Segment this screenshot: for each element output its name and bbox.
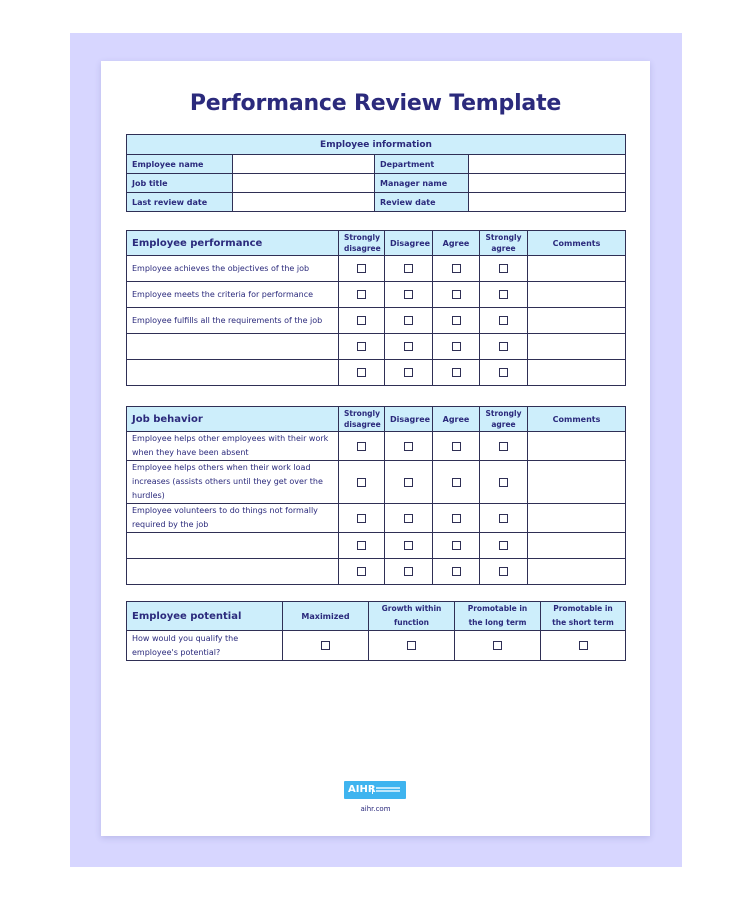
statement-text: Employee helps others when their work load increases (assists others until they get over the hurdles) xyxy=(127,461,339,504)
col-strongly-disagree: Strongly disagree xyxy=(339,231,385,256)
checkbox[interactable] xyxy=(499,316,508,325)
table-row xyxy=(127,631,626,661)
statement-text: Employee meets the criteria for performance xyxy=(127,282,339,308)
job-title-field[interactable] xyxy=(233,174,375,193)
col-disagree: Disagree xyxy=(385,407,433,432)
checkbox[interactable] xyxy=(357,514,366,523)
checkbox[interactable] xyxy=(452,368,461,377)
checkbox[interactable] xyxy=(452,514,461,523)
col-promotable-long-term: Promotable in the long term xyxy=(455,602,541,631)
checkbox[interactable] xyxy=(357,442,366,451)
table-row xyxy=(127,308,626,334)
checkbox[interactable] xyxy=(452,316,461,325)
potential-question: How would you qualify the employee's potential? xyxy=(127,631,283,661)
checkbox[interactable] xyxy=(404,567,413,576)
label-manager-name: Manager name xyxy=(375,174,469,193)
table-row xyxy=(127,334,626,360)
label-job-title: Job title xyxy=(127,174,233,193)
checkbox[interactable] xyxy=(407,641,416,650)
checkbox[interactable] xyxy=(357,316,366,325)
col-agree: Agree xyxy=(433,407,480,432)
checkbox[interactable] xyxy=(493,641,502,650)
document-page xyxy=(101,61,650,836)
checkbox[interactable] xyxy=(357,567,366,576)
checkbox[interactable] xyxy=(357,342,366,351)
table-row xyxy=(127,504,626,533)
logo-text: AIHR xyxy=(348,784,376,795)
comments-field[interactable] xyxy=(528,360,626,386)
statement-text[interactable] xyxy=(127,533,339,559)
statement-text[interactable] xyxy=(127,360,339,386)
checkbox[interactable] xyxy=(452,567,461,576)
col-disagree: Disagree xyxy=(385,231,433,256)
checkbox[interactable] xyxy=(357,368,366,377)
comments-field[interactable] xyxy=(528,461,626,504)
table-row xyxy=(127,282,626,308)
col-comments: Comments xyxy=(528,231,626,256)
page-title: Performance Review Template xyxy=(189,91,562,116)
checkbox[interactable] xyxy=(452,478,461,487)
checkbox[interactable] xyxy=(357,541,366,550)
job-behavior-header: Job behavior xyxy=(127,407,339,432)
col-strongly-agree: Strongly agree xyxy=(480,407,528,432)
table-row xyxy=(127,559,626,585)
statement-text[interactable] xyxy=(127,559,339,585)
col-comments: Comments xyxy=(528,407,626,432)
checkbox[interactable] xyxy=(499,442,508,451)
col-strongly-disagree: Strongly disagree xyxy=(339,407,385,432)
checkbox[interactable] xyxy=(404,442,413,451)
comments-field[interactable] xyxy=(528,559,626,585)
comments-field[interactable] xyxy=(528,533,626,559)
table-row xyxy=(127,256,626,282)
employee-info-header: Employee information xyxy=(127,135,626,155)
comments-field[interactable] xyxy=(528,256,626,282)
checkbox[interactable] xyxy=(499,478,508,487)
statement-text: Employee fulfills all the requirements of the job xyxy=(127,308,339,334)
checkbox[interactable] xyxy=(404,478,413,487)
checkbox[interactable] xyxy=(499,368,508,377)
comments-field[interactable] xyxy=(528,504,626,533)
checkbox[interactable] xyxy=(404,264,413,273)
checkbox[interactable] xyxy=(499,567,508,576)
employee-potential-table xyxy=(126,601,626,661)
employee-potential-header: Employee potential xyxy=(127,602,283,631)
statement-text[interactable] xyxy=(127,334,339,360)
checkbox[interactable] xyxy=(404,368,413,377)
label-employee-name: Employee name xyxy=(127,155,233,174)
table-row xyxy=(127,432,626,461)
checkbox[interactable] xyxy=(452,342,461,351)
checkbox[interactable] xyxy=(499,514,508,523)
checkbox[interactable] xyxy=(452,541,461,550)
checkbox[interactable] xyxy=(357,290,366,299)
checkbox[interactable] xyxy=(579,641,588,650)
comments-field[interactable] xyxy=(528,432,626,461)
employee-info-table xyxy=(126,134,626,212)
comments-field[interactable] xyxy=(528,334,626,360)
col-strongly-agree: Strongly agree xyxy=(480,231,528,256)
department-field[interactable] xyxy=(469,155,626,174)
table-row xyxy=(127,461,626,504)
col-maximized: Maximized xyxy=(283,602,369,631)
manager-name-field[interactable] xyxy=(469,174,626,193)
checkbox[interactable] xyxy=(357,264,366,273)
last-review-date-field[interactable] xyxy=(233,193,375,212)
checkbox[interactable] xyxy=(452,442,461,451)
checkbox[interactable] xyxy=(404,514,413,523)
label-last-review-date: Last review date xyxy=(127,193,233,212)
statement-text: Employee achieves the objectives of the job xyxy=(127,256,339,282)
checkbox[interactable] xyxy=(357,478,366,487)
checkbox[interactable] xyxy=(499,541,508,550)
comments-field[interactable] xyxy=(528,282,626,308)
statement-text: Employee helps other employees with their work when they have been absent xyxy=(127,432,339,461)
label-department: Department xyxy=(375,155,469,174)
col-agree: Agree xyxy=(433,231,480,256)
employee-name-field[interactable] xyxy=(233,155,375,174)
checkbox[interactable] xyxy=(452,290,461,299)
table-row xyxy=(127,533,626,559)
table-row xyxy=(127,360,626,386)
checkbox[interactable] xyxy=(452,264,461,273)
label-review-date: Review date xyxy=(375,193,469,212)
col-promotable-short-term: Promotable in the short term xyxy=(541,602,626,631)
comments-field[interactable] xyxy=(528,308,626,334)
review-date-field[interactable] xyxy=(469,193,626,212)
col-growth-within-function: Growth within function xyxy=(369,602,455,631)
checkbox[interactable] xyxy=(321,641,330,650)
checkbox[interactable] xyxy=(499,290,508,299)
performance-table xyxy=(126,230,626,386)
checkbox[interactable] xyxy=(404,342,413,351)
footer-url[interactable]: aihr.com xyxy=(360,805,391,813)
performance-header: Employee performance xyxy=(127,231,339,256)
job-behavior-table xyxy=(126,406,626,585)
checkbox[interactable] xyxy=(404,541,413,550)
aihr-logo xyxy=(344,781,406,799)
checkbox[interactable] xyxy=(404,316,413,325)
checkbox[interactable] xyxy=(404,290,413,299)
checkbox[interactable] xyxy=(499,264,508,273)
statement-text: Employee volunteers to do things not formally required by the job xyxy=(127,504,339,533)
checkbox[interactable] xyxy=(499,342,508,351)
logo-tagline-graphic xyxy=(372,786,403,794)
